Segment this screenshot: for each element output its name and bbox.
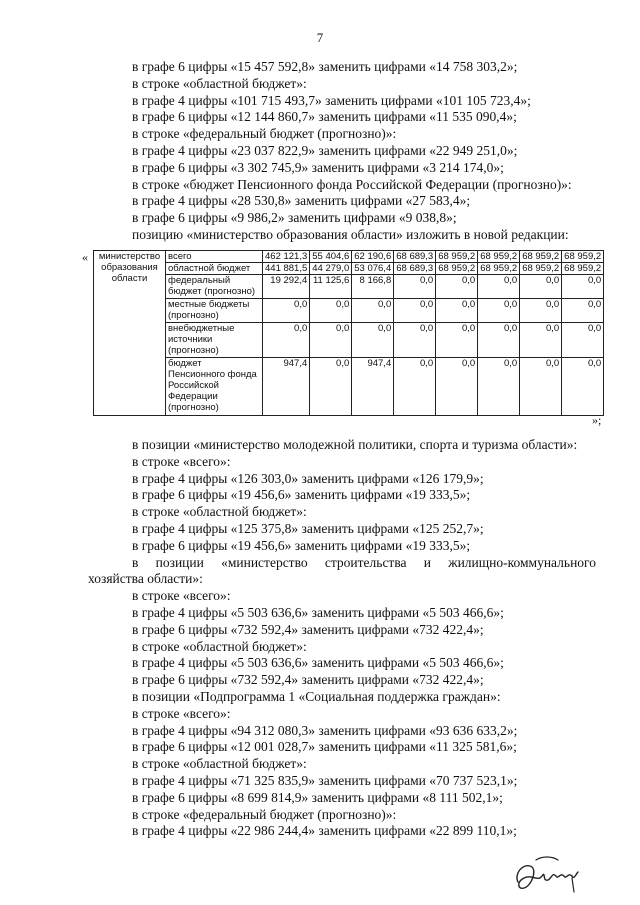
- amount-cell: 0,0: [562, 299, 604, 323]
- text-line: в строке «федеральный бюджет (прогнозно)»:: [132, 806, 397, 822]
- amount-cell: 0,0: [562, 275, 604, 299]
- amount-cell: 68 959,2: [520, 263, 562, 275]
- text-line: в графе 6 цифры «12 001 028,7» заменить цифрами «11 325 581,6»;: [132, 739, 517, 755]
- text-line: в строке «федеральный бюджет (прогнозно)»:: [132, 126, 397, 142]
- amount-cell: 0,0: [562, 358, 604, 416]
- text-line: в строке «всего»:: [132, 588, 231, 604]
- amount-cell: 0,0: [436, 323, 478, 358]
- amount-cell: 462 121,3: [263, 251, 310, 263]
- text-line: в графе 6 цифры «12 144 860,7» заменить цифрами «11 535 090,4»;: [132, 109, 517, 125]
- page-number: 7: [316, 30, 324, 45]
- table-row: [94, 358, 604, 416]
- amount-cell: 0,0: [520, 323, 562, 358]
- text-line: в строке «областной бюджет»:: [132, 756, 307, 772]
- amount-cell: 68 959,2: [478, 251, 520, 263]
- amount-cell: 68 959,2: [478, 263, 520, 275]
- text-line: в строке «всего»:: [132, 453, 231, 469]
- table-open-quote: «: [82, 250, 88, 264]
- amount-cell: 0,0: [310, 299, 352, 323]
- table-row: [94, 299, 604, 323]
- amount-cell: 947,4: [263, 358, 310, 416]
- funding-source-cell: внебюджетные источники (прогнозно): [166, 323, 263, 358]
- text-line: в графе 6 цифры «732 592,4» заменить цифрами «732 422,4»;: [132, 621, 484, 637]
- amount-cell: 0,0: [436, 299, 478, 323]
- amount-cell: 0,0: [310, 323, 352, 358]
- amount-cell: 0,0: [436, 275, 478, 299]
- text-line: в графе 4 цифры «22 986 244,4» заменить цифрами «22 899 110,1»;: [132, 823, 517, 839]
- text-line: в графе 6 цифры «19 456,6» заменить цифрами «19 333,5»;: [132, 487, 471, 503]
- text-line: в графе 6 цифры «19 456,6» заменить цифрами «19 333,5»;: [132, 537, 471, 553]
- text-line: в графе 4 цифры «5 503 636,6» заменить цифрами «5 503 466,6»;: [132, 655, 504, 671]
- amount-cell: 0,0: [478, 358, 520, 416]
- funding-source-cell: местные бюджеты (прогнозно): [166, 299, 263, 323]
- amount-cell: 68 959,2: [562, 263, 604, 275]
- amount-cell: 53 076,4: [352, 263, 394, 275]
- text-line: в позиции «министерство строительства и жилищно-коммунального: [132, 554, 596, 570]
- table-row: [94, 251, 604, 263]
- amendments-block-top: [88, 59, 596, 244]
- text-line: в строке «областной бюджет»:: [132, 638, 307, 654]
- amount-cell: 8 166,8: [352, 275, 394, 299]
- text-line: в графе 6 цифры «9 986,2» заменить цифрами «9 038,8»;: [132, 210, 457, 226]
- amount-cell: 0,0: [394, 323, 436, 358]
- funding-source-cell: федеральный бюджет (прогнозно): [166, 275, 263, 299]
- funding-source-cell: всего: [166, 251, 263, 263]
- amount-cell: 947,4: [352, 358, 394, 416]
- amount-cell: 0,0: [352, 323, 394, 358]
- table-row: [94, 275, 604, 299]
- text-line: в графе 4 цифры «94 312 080,3» заменить цифрами «93 636 633,2»;: [132, 722, 518, 738]
- text-line: в графе 6 цифры «3 302 745,9» заменить цифрами «3 214 174,0»;: [132, 159, 504, 175]
- position-name-cell: министерство образования области: [94, 251, 166, 416]
- text-line: в позиции «Подпрограмма 1 «Социальная поддержка граждан»:: [132, 688, 501, 704]
- amount-cell: 0,0: [394, 358, 436, 416]
- funding-source-cell: областной бюджет: [166, 263, 263, 275]
- amount-cell: 68 959,2: [520, 251, 562, 263]
- text-line: в графе 4 цифры «5 503 636,6» заменить цифрами «5 503 466,6»;: [132, 604, 504, 620]
- text-line: в строке «областной бюджет»:: [132, 75, 307, 91]
- amount-cell: 0,0: [478, 299, 520, 323]
- text-line: в графе 6 цифры «732 592,4» заменить цифрами «732 422,4»;: [132, 672, 484, 688]
- amount-cell: 0,0: [310, 358, 352, 416]
- amount-cell: 68 689,3: [394, 263, 436, 275]
- text-line: в графе 4 цифры «23 037 822,9» заменить цифрами «22 949 251,0»;: [132, 142, 518, 158]
- text-line: в графе 4 цифры «28 530,8» заменить цифрами «27 583,4»;: [132, 193, 471, 209]
- text-line: в строке «областной бюджет»:: [132, 504, 307, 520]
- funding-table: [93, 250, 604, 416]
- table-row: [94, 323, 604, 358]
- amount-cell: 0,0: [520, 358, 562, 416]
- text-line: в графе 4 цифры «71 325 835,9» заменить цифрами «70 737 523,1»;: [132, 772, 518, 788]
- text-line: в строке «бюджет Пенсионного фонда Российской Федерации (прогнозно)»:: [132, 176, 572, 192]
- amount-cell: 0,0: [478, 275, 520, 299]
- amount-cell: 0,0: [263, 299, 310, 323]
- amount-cell: 68 959,2: [562, 251, 604, 263]
- amount-cell: 0,0: [394, 275, 436, 299]
- amount-cell: 55 404,6: [310, 251, 352, 263]
- amount-cell: 0,0: [520, 275, 562, 299]
- amount-cell: 11 125,6: [310, 275, 352, 299]
- amendments-block-bottom: [88, 437, 596, 840]
- amount-cell: 68 689,3: [394, 251, 436, 263]
- amount-cell: 0,0: [478, 323, 520, 358]
- amount-cell: 0,0: [352, 299, 394, 323]
- amount-cell: 0,0: [436, 358, 478, 416]
- text-line: в графе 6 цифры «15 457 592,8» заменить цифрами «14 758 303,2»;: [132, 59, 518, 74]
- amount-cell: 0,0: [520, 299, 562, 323]
- amount-cell: 44 279,0: [310, 263, 352, 275]
- text-line: в позиции «министерство молодежной политики, спорта и туризма области»:: [132, 437, 578, 452]
- amount-cell: 441 881,5: [263, 263, 310, 275]
- text-line: хозяйства области»:: [88, 571, 203, 587]
- funding-source-cell: бюджет Пенсионного фонда Российской Федерации (прогнозно): [166, 358, 263, 416]
- handwritten-signature: [512, 852, 584, 896]
- text-line: в графе 6 цифры «8 699 814,9» заменить цифрами «8 111 502,1»;: [132, 789, 503, 805]
- amount-cell: 68 959,2: [436, 263, 478, 275]
- text-line: в строке «всего»:: [132, 705, 231, 721]
- amount-cell: 62 190,6: [352, 251, 394, 263]
- text-line: позицию «министерство образования области» изложить в новой редакции:: [132, 226, 569, 242]
- table-row: [94, 263, 604, 275]
- text-line: в графе 4 цифры «125 375,8» заменить цифрами «125 252,7»;: [132, 520, 484, 536]
- text-line: в графе 4 цифры «126 303,0» заменить цифрами «126 179,9»;: [132, 470, 484, 486]
- amount-cell: 0,0: [562, 323, 604, 358]
- amount-cell: 68 959,2: [436, 251, 478, 263]
- amount-cell: 0,0: [394, 299, 436, 323]
- text-line: в графе 4 цифры «101 715 493,7» заменить цифрами «101 105 723,4»;: [132, 92, 531, 108]
- amount-cell: 0,0: [263, 323, 310, 358]
- table-close-quote: »;: [592, 413, 602, 427]
- amount-cell: 19 292,4: [263, 275, 310, 299]
